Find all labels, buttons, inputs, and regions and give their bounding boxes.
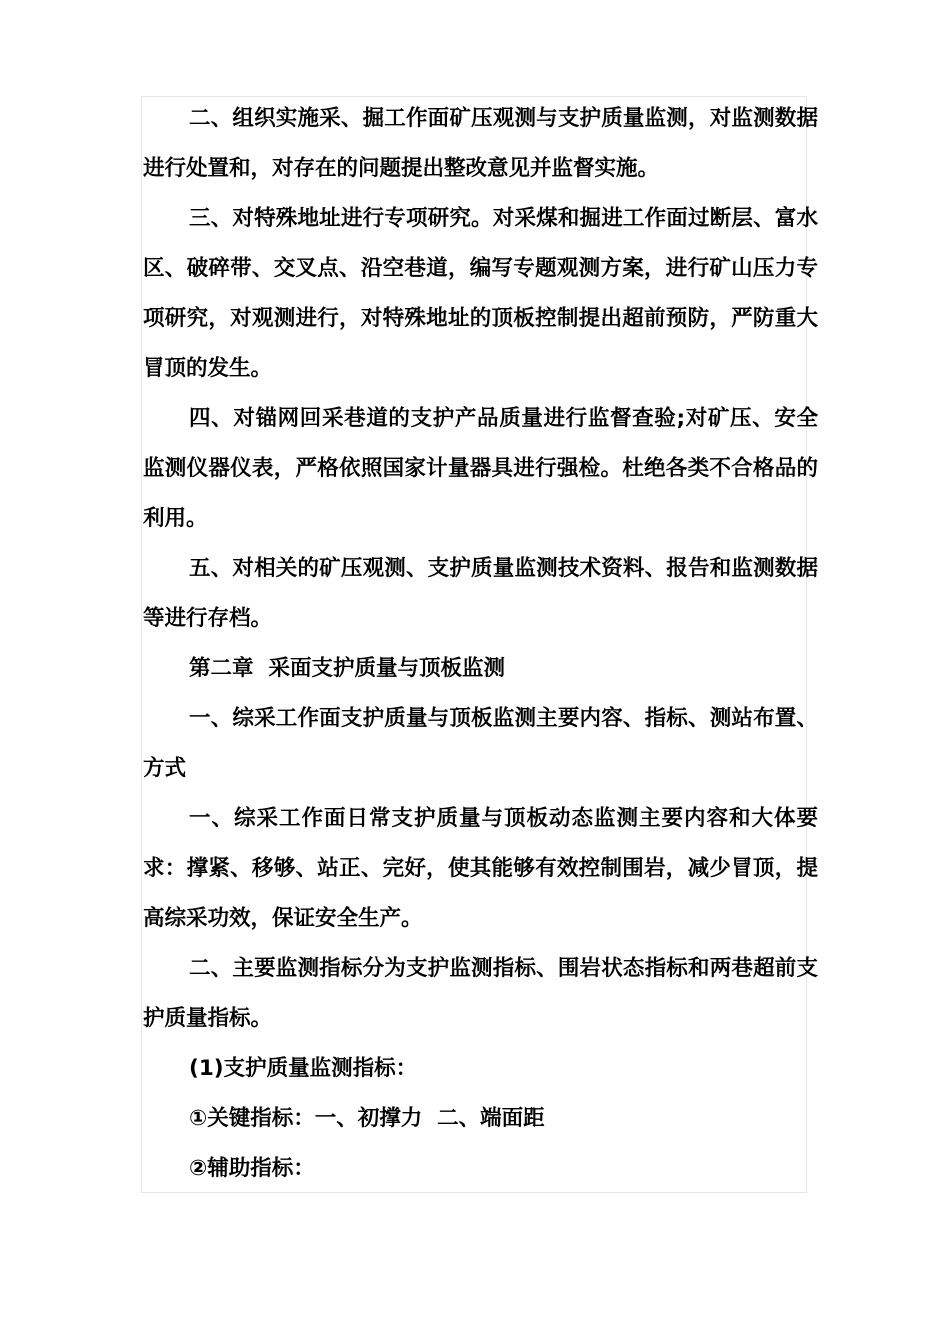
paragraph-support-quality: (1)支护质量监测指标： xyxy=(189,1056,418,1081)
paragraph-content-requirements: 一、综采工作面日常支护质量与顶板动态监测主要内容和大体要求：撑紧、移够、站正、完好，使其能够有效控制围岩，减少冒顶，提高综采功效，保证安全生产。 xyxy=(143,806,818,931)
paragraph-duty-2: 二、组织实施采、掘工作面矿压观测与支护质量监测，对监测数据进行处置和，对存在的问题提出整改意见并监督实施。 xyxy=(143,106,818,181)
document-body xyxy=(143,94,818,1194)
paragraph-duty-4: 四、对锚网回采巷道的支护产品质量进行监督查验;对矿压、安全监测仪器仪表，严格依照国家计量器具进行强检。杜绝各类不合格品的利用。 xyxy=(143,406,818,531)
paragraph-indicators: 二、主要监测指标分为支护监测指标、围岩状态指标和两巷超前支护质量指标。 xyxy=(143,956,818,1031)
section-heading: 一、综采工作面支护质量与顶板监测主要内容、指标、测站布置、方式 xyxy=(143,706,818,781)
paragraph-auxiliary-indicators: ②辅助指标： xyxy=(189,1156,315,1181)
chapter-heading: 第二章 采面支护质量与顶板监测 xyxy=(189,656,505,681)
paragraph-key-indicators: ①关键指标：一、初撑力 二、端面距 xyxy=(189,1106,545,1131)
paragraph-duty-5: 五、对相关的矿压观测、支护质量监测技术资料、报告和监测数据等进行存档。 xyxy=(143,556,818,631)
paragraph-duty-3: 三、对特殊地址进行专项研究。对采煤和掘进工作面过断层、富水区、破碎带、交叉点、沿空巷道，编写专题观测方案，进行矿山压力专项研究，对观测进行，对特殊地址的顶板控制提出超前预防，严防重大冒顶的发生。 xyxy=(143,206,818,381)
